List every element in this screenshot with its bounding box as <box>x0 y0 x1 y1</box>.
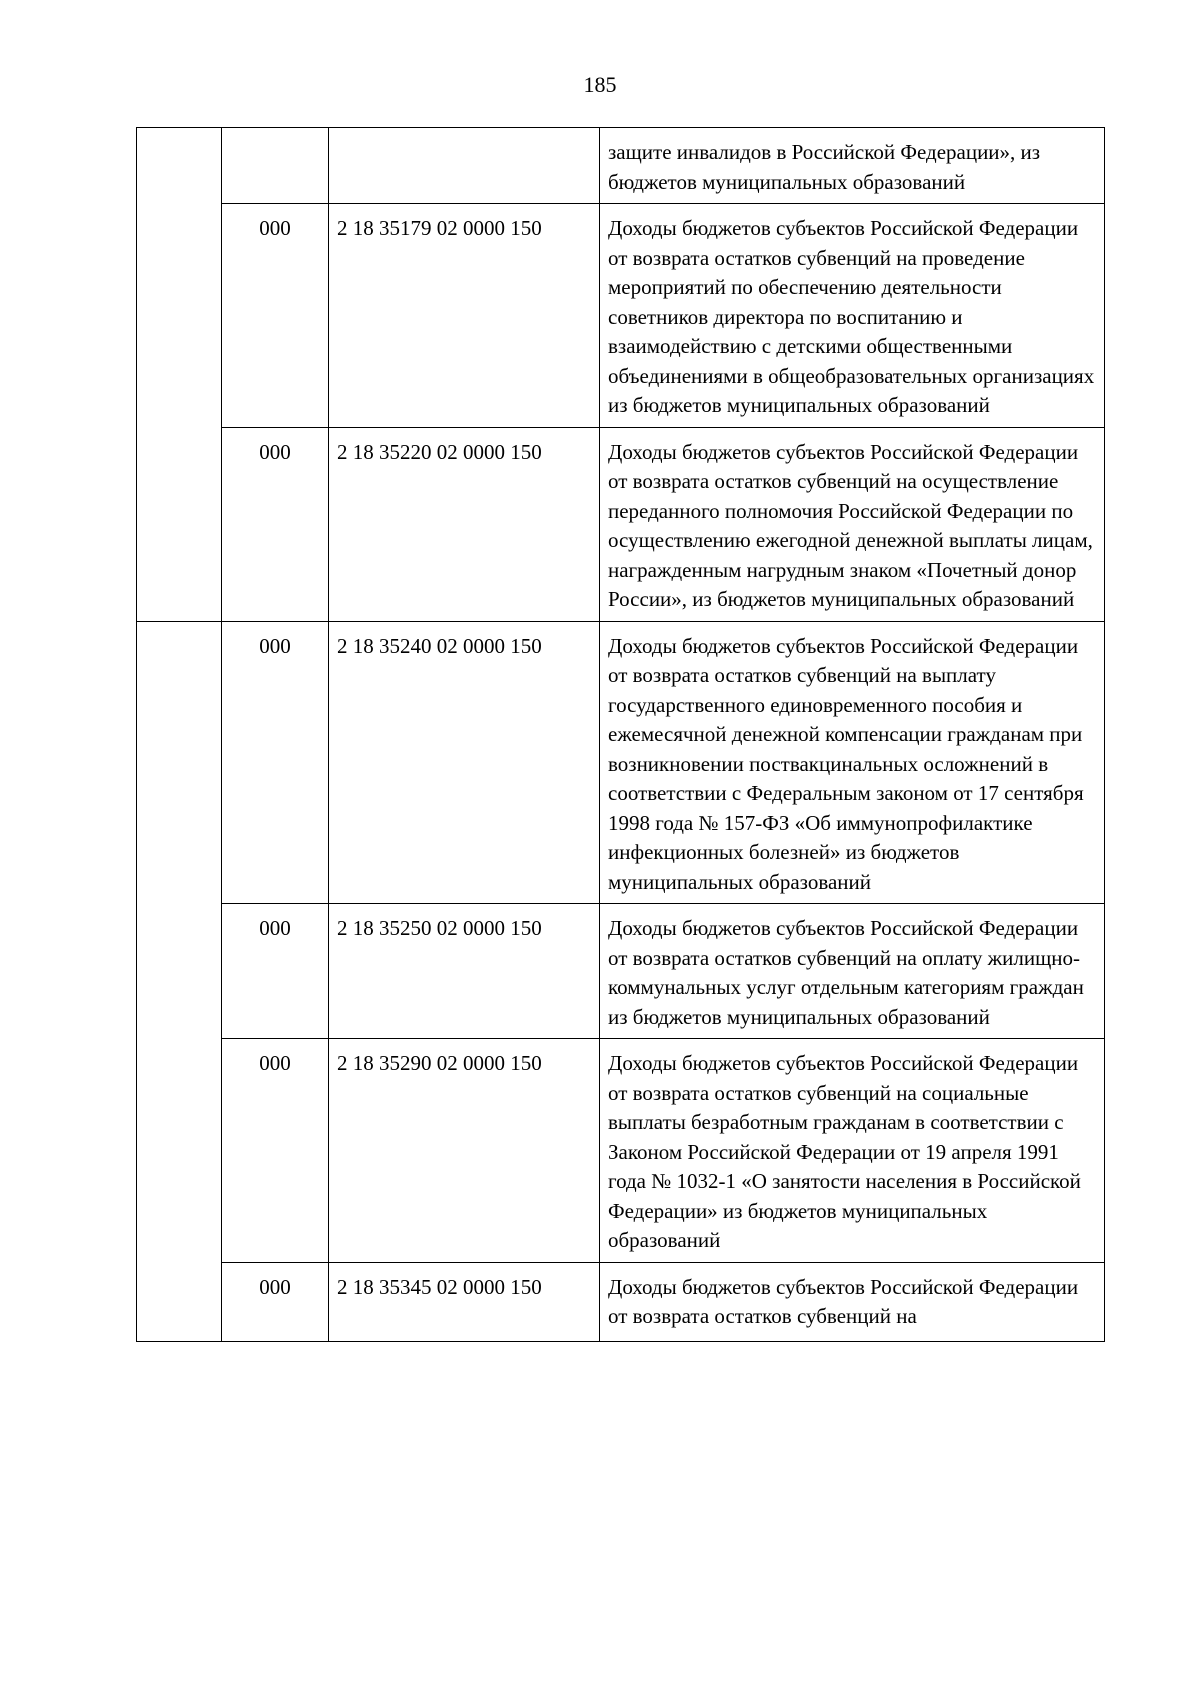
admin-code-cell: 000 <box>222 204 329 428</box>
budget-code-cell: 2 18 35290 02 0000 150 <box>329 1039 600 1263</box>
admin-code-cell: 000 <box>222 1262 329 1341</box>
budget-codes-table <box>136 127 1105 1342</box>
description-cell: Доходы бюджетов субъектов Российской Федерации от возврата остатков субвенций на проведение мероприятий по обеспечению деятельности советников директора по воспитанию и взаимодействию с детскими общественными объединениями в общеобразовательных организациях из бюджетов муниципальных образований <box>600 204 1105 428</box>
admin-code-cell: 000 <box>222 621 329 904</box>
budget-code-cell: 2 18 35240 02 0000 150 <box>329 621 600 904</box>
admin-code-cell: 000 <box>222 427 329 621</box>
table-row <box>137 427 1105 621</box>
table-row <box>137 1039 1105 1263</box>
table-row <box>137 1262 1105 1341</box>
description-cell: Доходы бюджетов субъектов Российской Федерации от возврата остатков субвенций на <box>600 1262 1105 1341</box>
section-cell <box>137 621 222 1341</box>
table-row <box>137 621 1105 904</box>
table-row <box>137 204 1105 428</box>
description-cell: защите инвалидов в Российской Федерации», из бюджетов муниципальных образований <box>600 128 1105 204</box>
admin-code-cell: 000 <box>222 1039 329 1263</box>
description-cell: Доходы бюджетов субъектов Российской Федерации от возврата остатков субвенций на выплату государственного единовременного пособия и ежемесячной денежной компенсации гражданам при возникновении поствакцинальных осложнений в соответствии с Федеральным законом от 17 сентября 1998 года № 157-ФЗ «Об иммунопрофилактике инфекционных болезней» из бюджетов муниципальных образований <box>600 621 1105 904</box>
budget-code-cell: 2 18 35345 02 0000 150 <box>329 1262 600 1341</box>
budget-code-cell: 2 18 35179 02 0000 150 <box>329 204 600 428</box>
admin-code-cell: 000 <box>222 904 329 1039</box>
table-row <box>137 904 1105 1039</box>
page-number: 185 <box>583 72 617 97</box>
description-cell: Доходы бюджетов субъектов Российской Федерации от возврата остатков субвенций на осуществление переданного полномочия Российской Федерации по осуществлению ежегодной денежной выплаты лицам, награжденным нагрудным знаком «Почетный донор России», из бюджетов муниципальных образований <box>600 427 1105 621</box>
admin-code-cell <box>222 128 329 204</box>
budget-code-cell: 2 18 35220 02 0000 150 <box>329 427 600 621</box>
budget-code-cell: 2 18 35250 02 0000 150 <box>329 904 600 1039</box>
description-cell: Доходы бюджетов субъектов Российской Федерации от возврата остатков субвенций на социальные выплаты безработным гражданам в соответствии с Законом Российской Федерации от 19 апреля 1991 года № 1032-1 «О занятости населения в Российской Федерации» из бюджетов муниципальных образований <box>600 1039 1105 1263</box>
table-row <box>137 128 1105 204</box>
section-cell <box>137 128 222 622</box>
description-cell: Доходы бюджетов субъектов Российской Федерации от возврата остатков субвенций на оплату жилищно-коммунальных услуг отдельным категориям граждан из бюджетов муниципальных образований <box>600 904 1105 1039</box>
budget-code-cell <box>329 128 600 204</box>
